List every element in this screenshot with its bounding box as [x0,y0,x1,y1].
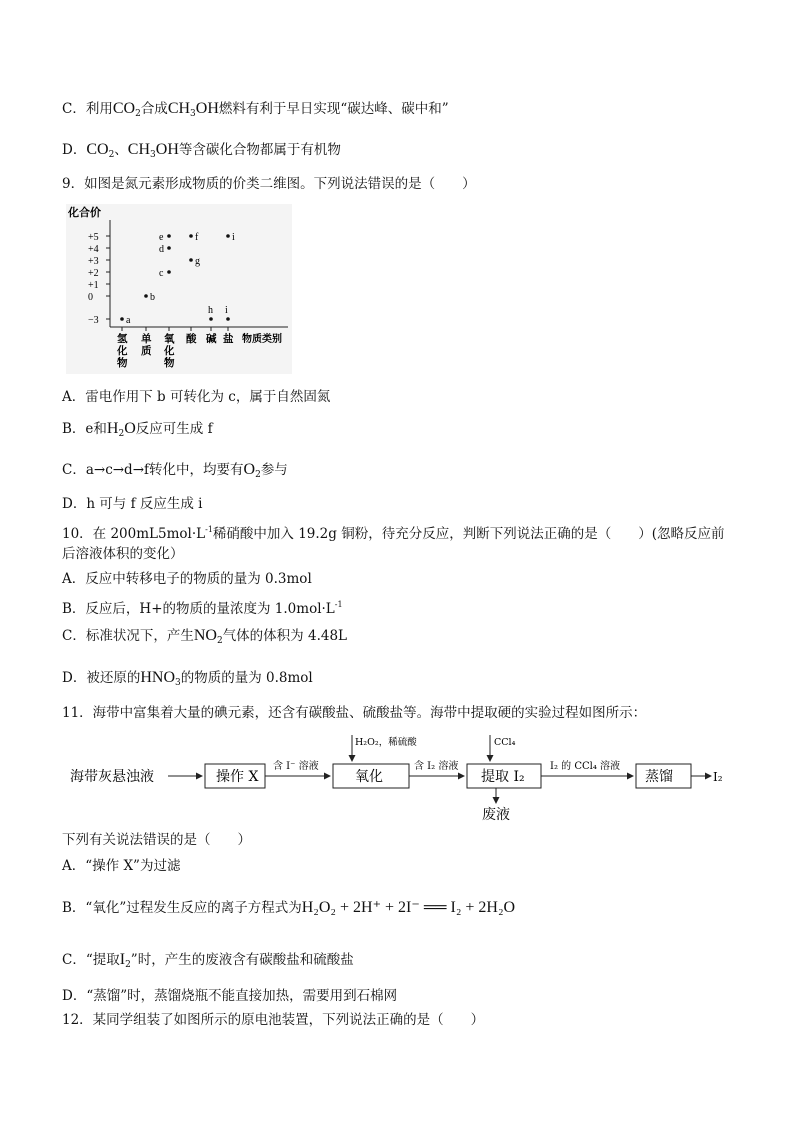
chart-point-label-i: i [225,305,228,316]
chart-ytick-label: −3 [88,315,99,326]
option-10a: A．反应中转移电子的物质的量为 0.3mol [62,571,312,587]
chart-point-label-h: h [208,305,213,316]
option-11b: B．“氧化”过程发生反应的离子方程式为H₂O₂ + 2H⁺ + 2I⁻ ══ I₂ + 2H₂O [62,899,516,916]
flow-reagent-h2o2: H₂O₂，稀硫酸 [355,737,417,748]
chart-point-h [209,317,213,321]
chart-point-a [120,317,124,321]
chart-xcategory-label: 氧化物 [164,334,175,369]
flow-box4-label: 蒸馏 [645,769,673,785]
chart-xcategory-label: 碱 [206,334,217,345]
chart-xlabel: 物质类别 [242,334,282,345]
chart-ytick-label: +4 [88,244,99,255]
option-11a: A．“操作 X”为过滤 [62,858,181,874]
chart-ytick-label: +3 [88,256,99,267]
chart-point-d [167,246,171,250]
iodine-extraction-flowchart [70,733,730,828]
chart-point-label-i: i [232,232,235,243]
chart-point-label-c: c [159,268,164,279]
chart-point-label-a: a [126,315,131,326]
flow-start: 海带灰悬浊液 [70,769,154,785]
option-9c: C．a→c→d→f转化中，均要有$O_2$参与 [62,461,288,480]
option-9d: D．h 可与 f 反应生成 i [62,496,203,512]
question-12: 12．某同学组装了如图所示的原电池装置，下列说法正确的是（ ） [62,1012,485,1028]
flow-end: I₂ [713,770,723,784]
chart-point-b [144,294,148,298]
chart-point-i [226,234,230,238]
flow-arrow1-label: 含 I⁻ 溶液 [273,761,319,772]
option-10d: D．被还原的$HNO_3$的物质的量为 0.8mol [62,669,313,688]
chart-xcategory-label: 盐 [223,334,234,345]
option-10c: C．标准状况下，产生$NO_2$气体的体积为 4.48L [62,627,348,646]
option-11c: C．“提取$I_2$”时，产生的废液含有碳酸盐和硫酸盐 [62,951,354,970]
chart-point-label-f: f [195,232,199,243]
chart-point-label-b: b [150,292,155,303]
option-9b: B．e和$H_2O$反应可生成 f [62,420,213,439]
chart-xcategory-label: 酸 [186,334,197,345]
chart-point-label-d: d [159,244,164,255]
question-11: 11．海带中富集着大量的碘元素，还含有碳酸盐、硫酸盐等。海带中提取硬的实验过程如图所示： [62,705,647,721]
option-10b: B．反应后，H+的物质的量浓度为 $1.0mol\cdot L^{-1}$ [62,600,343,617]
chart-point-e [167,234,171,238]
chart-ytick-label: 0 [88,292,93,303]
flow-box1-label: 操作 X [216,769,259,785]
flow-arrow3-label: I₂ 的 CCl₄ 溶液 [550,761,621,772]
question-10-line1: 10．在 $200mL5mol\cdot L^{-1}$稀硝酸中加入 19.2g 铜粉，待充分反应，判断下列说法正确的是（ ）(忽略反应前 [62,525,725,542]
chart-ytick-label: +5 [88,232,99,243]
question-10-line2: 后溶液体积的变化） [62,546,184,562]
flow-waste-label: 废液 [482,807,510,823]
option-8c: C．利用$CO_2$合成$CH_3OH$燃料有利于早日实现“碳达峰、碳中和” [62,100,449,119]
flow-box2-label: 氧化 [355,769,383,785]
chart-point-f [189,234,193,238]
chart-xcategory-label: 单质 [141,334,152,357]
chart-ytick-label: +1 [88,280,99,291]
chart-point-g [189,258,193,262]
chart-point-c [167,270,171,274]
chart-ylabel: 化合价 [68,207,101,219]
chart-point-label-g: g [195,256,200,267]
option-9a: A．雷电作用下 b 可转化为 c，属于自然固氮 [62,389,331,405]
option-8d: D．$CO_2$、$CH_3OH$等含碳化合物都属于有机物 [62,141,341,160]
flow-arrow2-label: 含 I₂ 溶液 [414,761,459,772]
valence-class-chart [66,204,292,374]
chart-ytick-label: +2 [88,268,99,279]
chart-xcategory-label: 氢化物 [117,334,128,369]
chart-point-i [226,317,230,321]
question-11-prompt: 下列有关说法错误的是（ ） [62,832,251,848]
flow-box3-label: 提取 I₂ [481,769,525,785]
option-11d: D．“蒸馏”时，蒸馏烧瓶不能直接加热，需要用到石棉网 [62,988,398,1004]
chart-point-label-e: e [159,232,164,243]
flow-reagent-ccl4: CCl₄ [494,737,516,748]
question-9: 9．如图是氮元素形成物质的价类二维图。下列说法错误的是（ ） [62,176,476,192]
